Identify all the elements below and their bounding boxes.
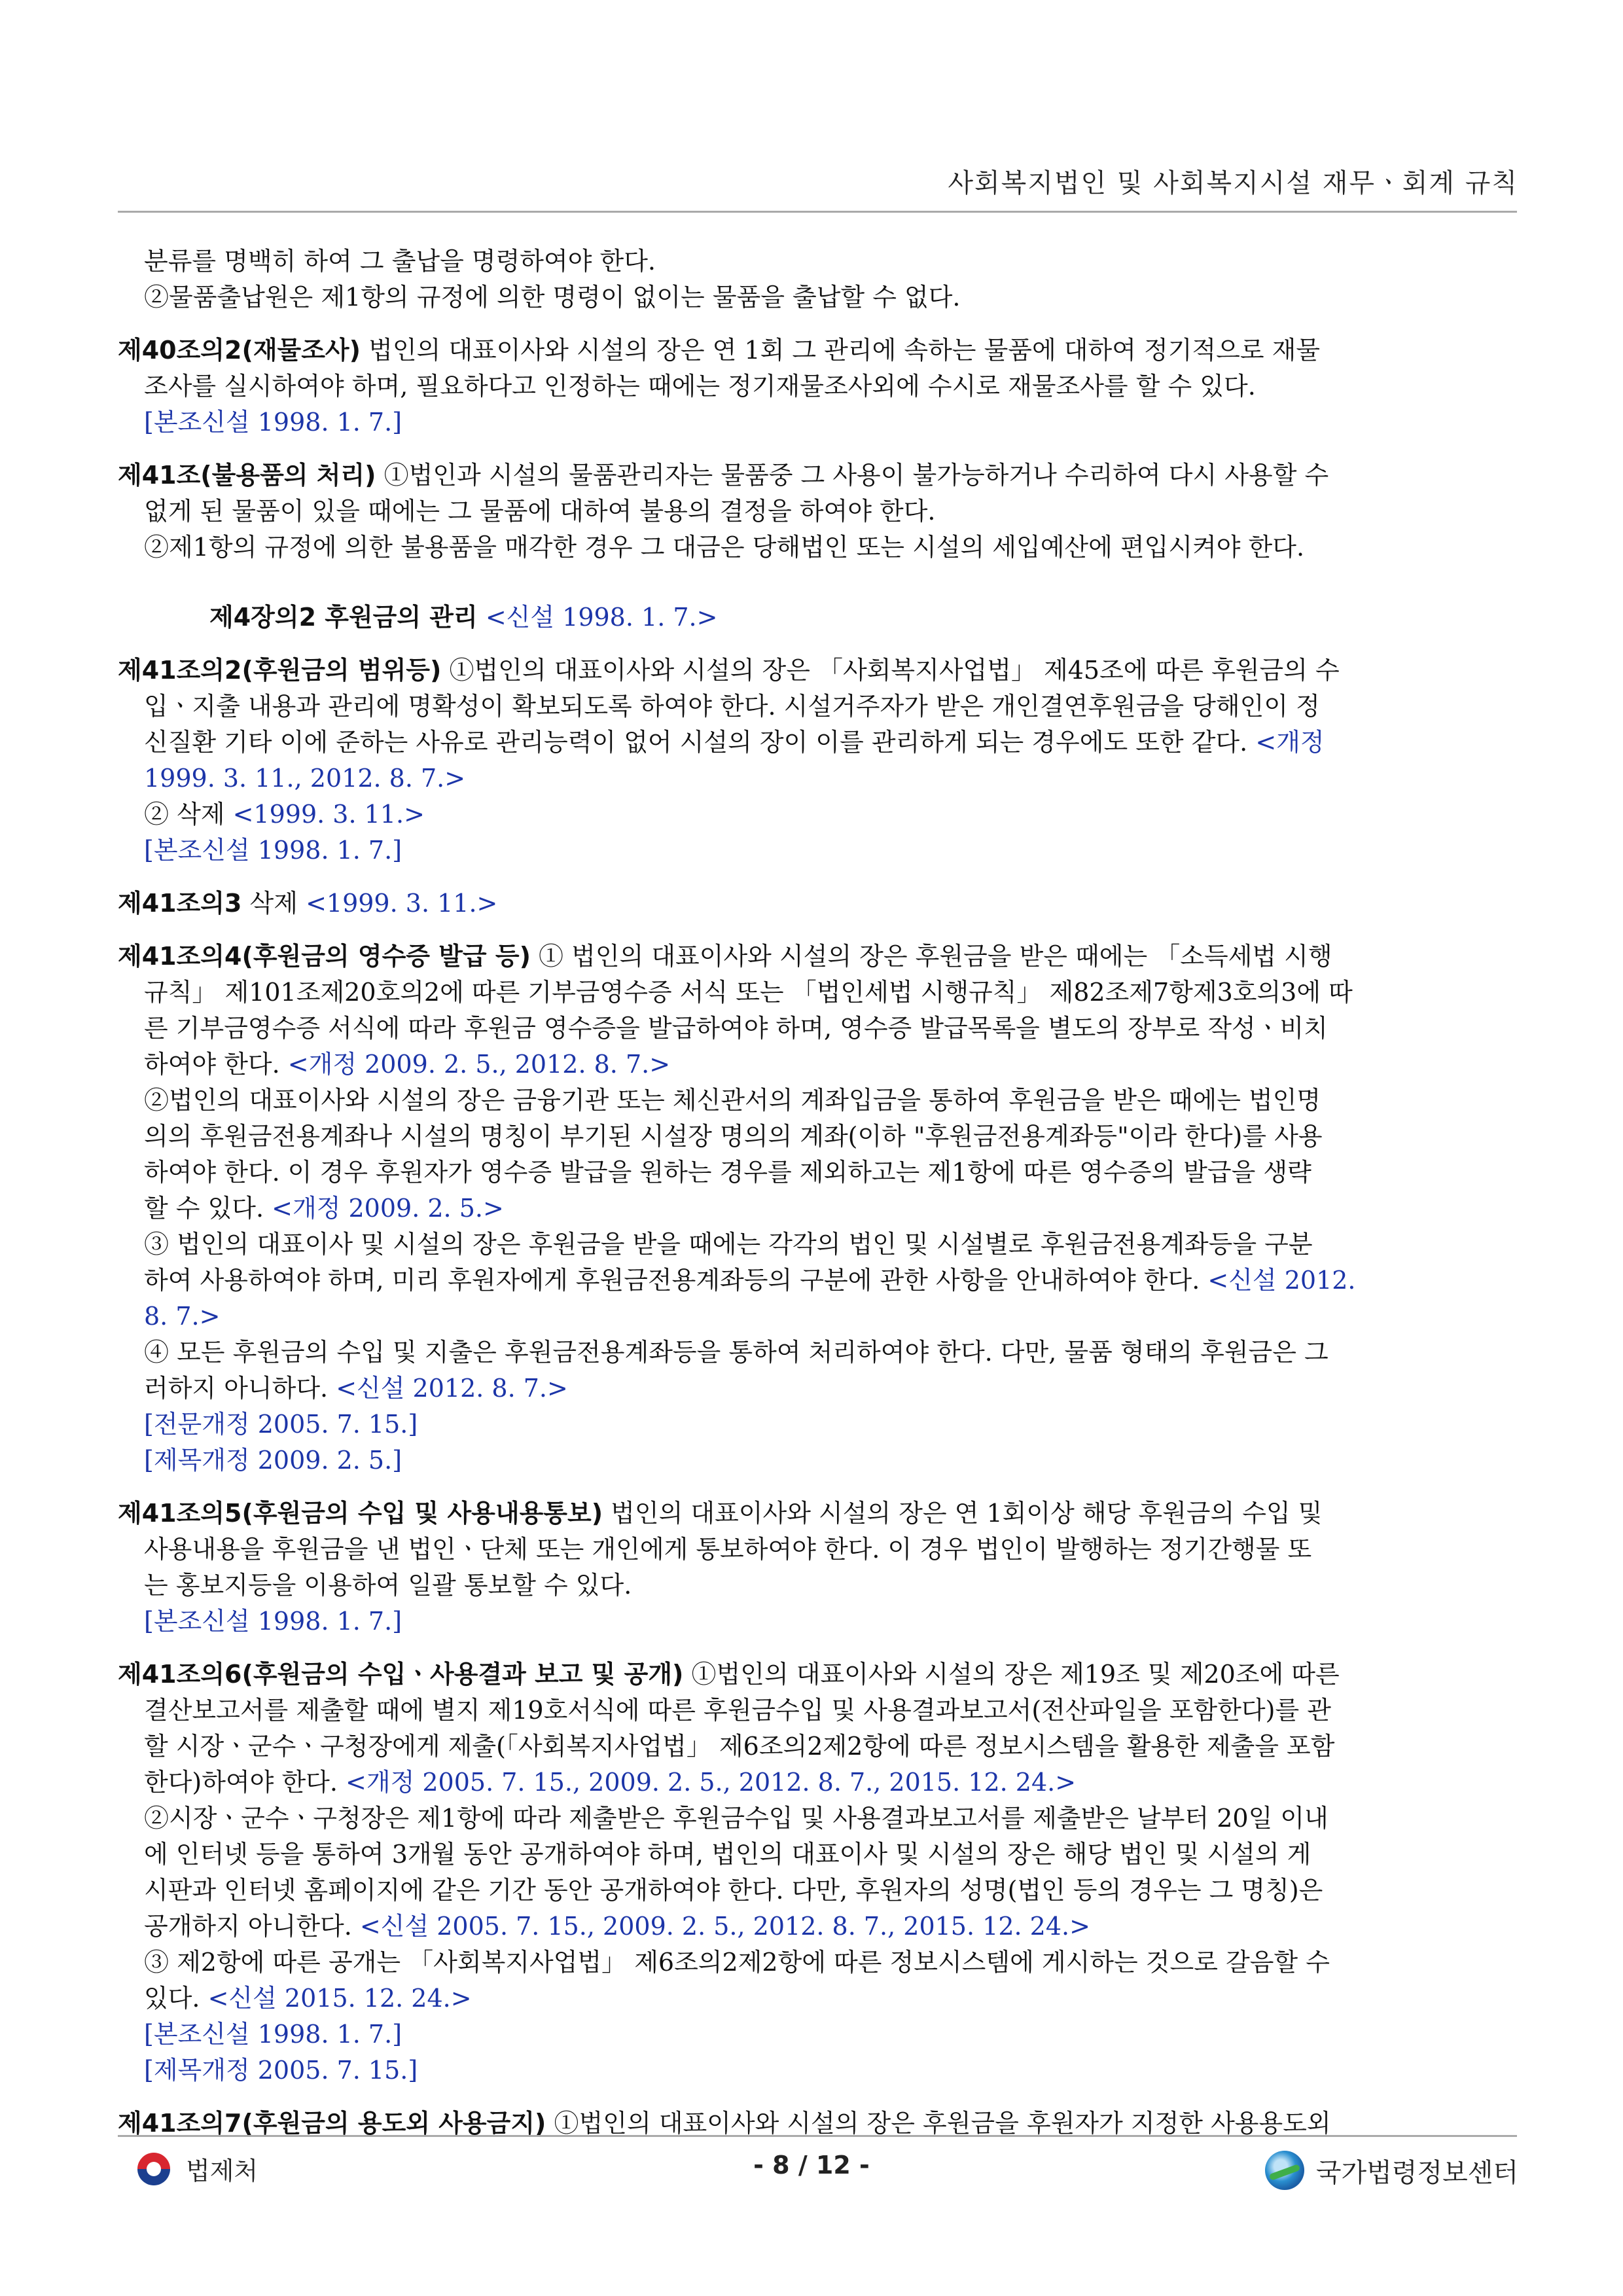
amendment-note: <신설 2012. [1207, 1266, 1356, 1295]
text-segment: 한다)하여야 한다. [144, 1768, 338, 1797]
text-line [118, 797, 1517, 833]
article-text: 법인의 대표이사와 시설의 장은 연 1회 그 관리에 속하는 물품에 대하여 정기적으로 재물 [368, 336, 1321, 365]
text-line [118, 1047, 1517, 1083]
article-41-5 [118, 1496, 1517, 1532]
text-segment: 할 수 있다. [144, 1194, 264, 1223]
text-line [118, 1909, 1517, 1945]
article-text: ①법인의 대표이사와 시설의 장은 제19조 및 제20조에 따른 [691, 1660, 1340, 1689]
article-41-6 [118, 1657, 1517, 1693]
article-40-2 [118, 332, 1517, 368]
amendment-note: <신설 1998. 1. 7.> [485, 603, 718, 632]
article-text: ①법인의 대표이사와 시설의 장은 후원금을 후원자가 지정한 사용용도외 [554, 2109, 1331, 2138]
header-divider [118, 211, 1517, 213]
text-line: ③ 법인의 대표이사 및 시설의 장은 후원금을 받을 때에는 각각의 법인 및 시설별로 후원금전용계좌등을 구분 [144, 1230, 1313, 1259]
text-line: ②제1항의 규정에 의한 불용품을 매각한 경우 그 대금은 당해법인 또는 시설의 세입예산에 편입시켜야 한다. [144, 533, 1305, 562]
text-segment: ② 삭제 [144, 800, 225, 829]
amendment-note: <신설 2015. 12. 24.> [207, 1984, 472, 2013]
article-41 [118, 457, 1517, 493]
amendment-note: <신설 2012. 8. 7.> [336, 1374, 568, 1403]
text-line: 규칙」 제101조제20호의2에 따른 기부금영수증 서식 또는 「법인세법 시행규칙」 제82조제7항제3호의3에 따 [144, 978, 1353, 1007]
text-line: 분류를 명백히 하여 그 출납을 명령하여야 한다. [144, 247, 656, 276]
text-line: ②시장ㆍ군수ㆍ구청장은 제1항에 따라 제출받은 후원금수입 및 사용결과보고서를 제출받은 날부터 20일 이내 [144, 1804, 1329, 1833]
text-line: 의의 후원금전용계좌나 시설의 명칭이 부기된 시설장 명의의 계좌(이하 "후원금전용계좌등"이라 한다)를 사용 [144, 1122, 1323, 1151]
article-text: 법인의 대표이사와 시설의 장은 연 1회이상 해당 후원금의 수입 및 [611, 1499, 1323, 1528]
article-heading: 제40조의2(재물조사) [118, 336, 361, 365]
text-line: ②물품출납원은 제1항의 규정에 의한 명령이 없이는 물품을 출납할 수 없다. [144, 283, 961, 312]
text-segment: 있다. [144, 1984, 200, 2013]
amendment-note: [제목개정 2009. 2. 5.] [144, 1446, 402, 1475]
amendment-note: [본조신설 1998. 1. 7.] [144, 1607, 402, 1636]
amendment-note: 8. 7.> [144, 1302, 221, 1331]
text-segment: 신질환 기타 이에 준하는 사유로 관리능력이 없어 시설의 장이 이를 관리하게 되는 경우에도 또한 같다. [144, 728, 1248, 757]
text-segment: 하여 사용하여야 하며, 미리 후원자에게 후원금전용계좌등의 구분에 관한 사항을 안내하여야 한다. [144, 1266, 1200, 1295]
article-heading: 제41조의2(후원금의 범위등) [118, 656, 442, 685]
article-heading: 제41조의3 [118, 889, 242, 918]
amendment-note: <개정 2009. 2. 5., 2012. 8. 7.> [287, 1050, 671, 1079]
text-line [118, 725, 1517, 761]
document-body [118, 243, 1517, 2142]
article-41-3 [118, 886, 1517, 922]
text-line: 사용내용을 후원금을 낸 법인ㆍ단체 또는 개인에게 통보하여야 한다. 이 경우 법인이 발행하는 정기간행물 또 [144, 1535, 1312, 1564]
page-footer [0, 2142, 1623, 2207]
article-heading: 제41조의5(후원금의 수입 및 사용내용통보) [118, 1499, 603, 1528]
text-segment: 하여야 한다. [144, 1050, 280, 1079]
amendment-note: [전문개정 2005. 7. 15.] [144, 1410, 418, 1439]
text-line: 른 기부금영수증 서식에 따라 후원금 영수증을 발급하여야 하며, 영수증 발급목록을 별도의 장부로 작성ㆍ비치 [144, 1014, 1328, 1043]
amendment-note: <1999. 3. 11.> [232, 800, 425, 829]
text-line [118, 1981, 1517, 2017]
article-heading: 제41조(불용품의 처리) [118, 461, 376, 490]
law-center-logo-icon [1265, 2151, 1304, 2190]
amendment-note: [본조신설 1998. 1. 7.] [144, 408, 402, 437]
footer-center-name: 국가법령정보센터 [1315, 2157, 1518, 2188]
text-line: 입ㆍ지출 내용과 관리에 명확성이 확보되도록 하여야 한다. 시설거주자가 받은 개인결연후원금을 당해인이 정 [144, 692, 1320, 721]
article-heading: 제41조의6(후원금의 수입ㆍ사용결과 보고 및 공개) [118, 1660, 684, 1689]
text-line [118, 1765, 1517, 1801]
text-line: 시판과 인터넷 홈페이지에 같은 기간 동안 공개하여야 한다. 다만, 후원자의 성명(법인 등의 경우는 그 명칭)은 [144, 1876, 1323, 1905]
text-segment: 러하지 아니하다. [144, 1374, 329, 1403]
amendment-note: 1999. 3. 11., 2012. 8. 7.> [144, 764, 466, 793]
text-line: 없게 된 물품이 있을 때에는 그 물품에 대하여 불용의 결정을 하여야 한다. [144, 497, 936, 526]
text-line: 하여야 한다. 이 경우 후원자가 영수증 발급을 원하는 경우를 제외하고는 제1항에 따른 영수증의 발급을 생략 [144, 1158, 1311, 1187]
text-line: ②법인의 대표이사와 시설의 장은 금융기관 또는 체신관서의 계좌입금을 통하여 후원금을 받은 때에는 법인명 [144, 1086, 1321, 1115]
amendment-note: [제목개정 2005. 7. 15.] [144, 2056, 418, 2085]
article-text: ①법인과 시설의 물품관리자는 물품중 그 사용이 불가능하거나 수리하여 다시 사용할 수 [383, 461, 1329, 490]
text-line [118, 1191, 1517, 1227]
article-heading: 제41조의7(후원금의 용도외 사용금지) [118, 2109, 546, 2138]
amendment-note: [본조신설 1998. 1. 7.] [144, 2020, 402, 2049]
amendment-note: <1999. 3. 11.> [306, 889, 498, 918]
article-text: ① 법인의 대표이사와 시설의 장은 후원금을 받은 때에는 「소득세법 시행 [539, 942, 1332, 971]
amendment-note: [본조신설 1998. 1. 7.] [144, 836, 402, 865]
article-41-4 [118, 939, 1517, 975]
text-line: ④ 모든 후원금의 수입 및 지출은 후원금전용계좌등을 통하여 처리하여야 한다. 다만, 물품 형태의 후원금은 그 [144, 1338, 1329, 1367]
article-heading: 제41조의4(후원금의 영수증 발급 등) [118, 942, 531, 971]
footer-agency: 법제처 [186, 2157, 259, 2185]
footer-divider [118, 2135, 1517, 2137]
amendment-note: <개정 [1255, 728, 1325, 757]
text-line: 에 인터넷 등을 통하여 3개월 동안 공개하여야 하며, 법인의 대표이사 및 시설의 장은 해당 법인 및 시설의 게 [144, 1840, 1311, 1869]
footer-right [1265, 2151, 1518, 2190]
text-line: 결산보고서를 제출할 때에 별지 제19호서식에 따른 후원금수입 및 사용결과보고서(전산파일을 포함한다)를 관 [144, 1696, 1331, 1725]
article-text: ①법인의 대표이사와 시설의 장은 「사회복지사업법」 제45조에 따른 후원금의 수 [449, 656, 1340, 685]
chapter-title: 제4장의2 후원금의 관리 [209, 603, 478, 632]
text-line: 는 홍보지등을 이용하여 일괄 통보할 수 있다. [144, 1571, 632, 1600]
page-number: - 8 / 12 - [753, 2151, 870, 2179]
text-line: 조사를 실시하여야 하며, 필요하다고 인정하는 때에는 정기재물조사외에 수시로 재물조사를 할 수 있다. [144, 372, 1256, 401]
text-line: 할 시장ㆍ군수ㆍ구청장에게 제출(「사회복지사업법」 제6조의2제2항에 따른 정보시스템을 활용한 제출을 포함 [144, 1732, 1335, 1761]
chapter-heading [118, 600, 1517, 636]
text-line [118, 1371, 1517, 1407]
text-line: ③ 제2항에 따른 공개는 「사회복지사업법」 제6조의2제2항에 따른 정보시스템에 게시하는 것으로 갈음할 수 [144, 1948, 1330, 1977]
amendment-note: <개정 2009. 2. 5.> [272, 1194, 504, 1223]
text-line [118, 1263, 1517, 1299]
document-title: 사회복지법인 및 사회복지시설 재무ㆍ회계 규칙 [948, 168, 1518, 198]
text-segment: 공개하지 아니한다. [144, 1912, 352, 1941]
amendment-note: <신설 2005. 7. 15., 2009. 2. 5., 2012. 8. 7., 2015. 12. 24.> [359, 1912, 1090, 1941]
article-text: 삭제 [249, 889, 298, 918]
amendment-note: <개정 2005. 7. 15., 2009. 2. 5., 2012. 8. 7., 2015. 12. 24.> [346, 1768, 1077, 1797]
article-41-2 [118, 653, 1517, 689]
